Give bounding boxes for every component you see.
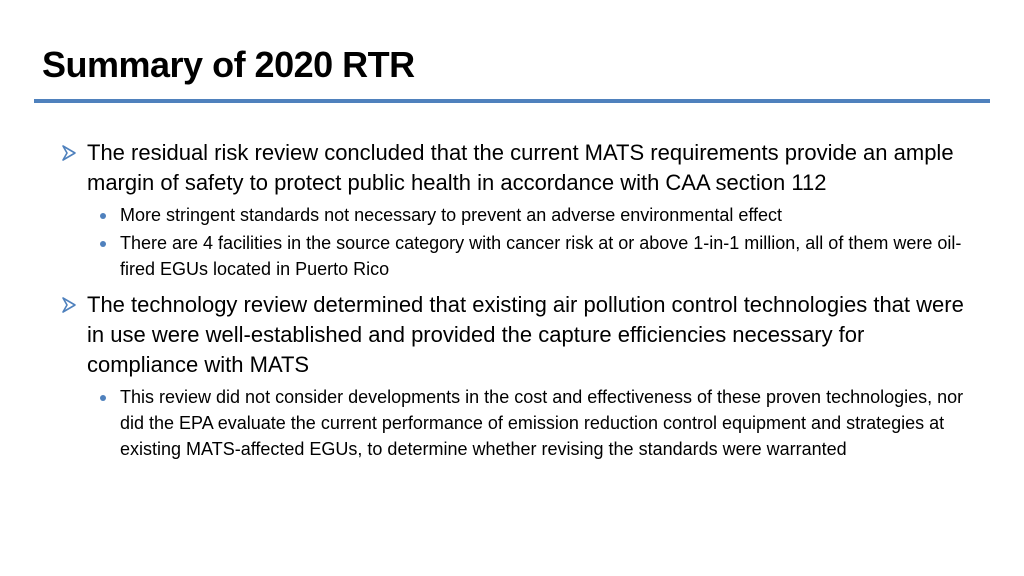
title-divider xyxy=(34,99,990,103)
slide-title: Summary of 2020 RTR xyxy=(42,44,415,85)
subbullet-text: There are 4 facilities in the source category with cancer risk at or above 1-in-1 million, all of them were oil-fired EGUs located in Puerto Rico xyxy=(120,233,962,279)
dot-bullet-icon xyxy=(100,213,106,219)
bullet-item xyxy=(56,138,976,198)
arrow-bullet-icon xyxy=(60,144,78,162)
subbullet-list xyxy=(56,384,976,462)
dot-bullet-icon xyxy=(100,395,106,401)
slide-content xyxy=(56,138,976,470)
subbullet-text: This review did not consider developments in the cost and effectiveness of these proven technologies, nor did the EPA evaluate the current performance of emission reduction control equipment and strategies at existing MATS-affected EGUs, to determine whether revising the standards were warranted xyxy=(120,387,964,459)
subbullet-item xyxy=(120,230,976,282)
subbullet-item xyxy=(120,384,976,462)
arrow-bullet-icon xyxy=(60,296,78,314)
subbullet-list xyxy=(56,202,976,282)
dot-bullet-icon xyxy=(100,241,106,247)
bullet-item xyxy=(56,290,976,380)
bullet-text: The residual risk review concluded that the current MATS requirements provide an ample margin of safety to protect public health in accordance with CAA section 112 xyxy=(87,140,954,195)
bullet-text: The technology review determined that existing air pollution control technologies that were in use were well-established and provided the capture efficiencies necessary for compliance with MATS xyxy=(87,292,964,377)
subbullet-item xyxy=(120,202,976,228)
subbullet-text: More stringent standards not necessary to prevent an adverse environmental effect xyxy=(120,205,783,225)
